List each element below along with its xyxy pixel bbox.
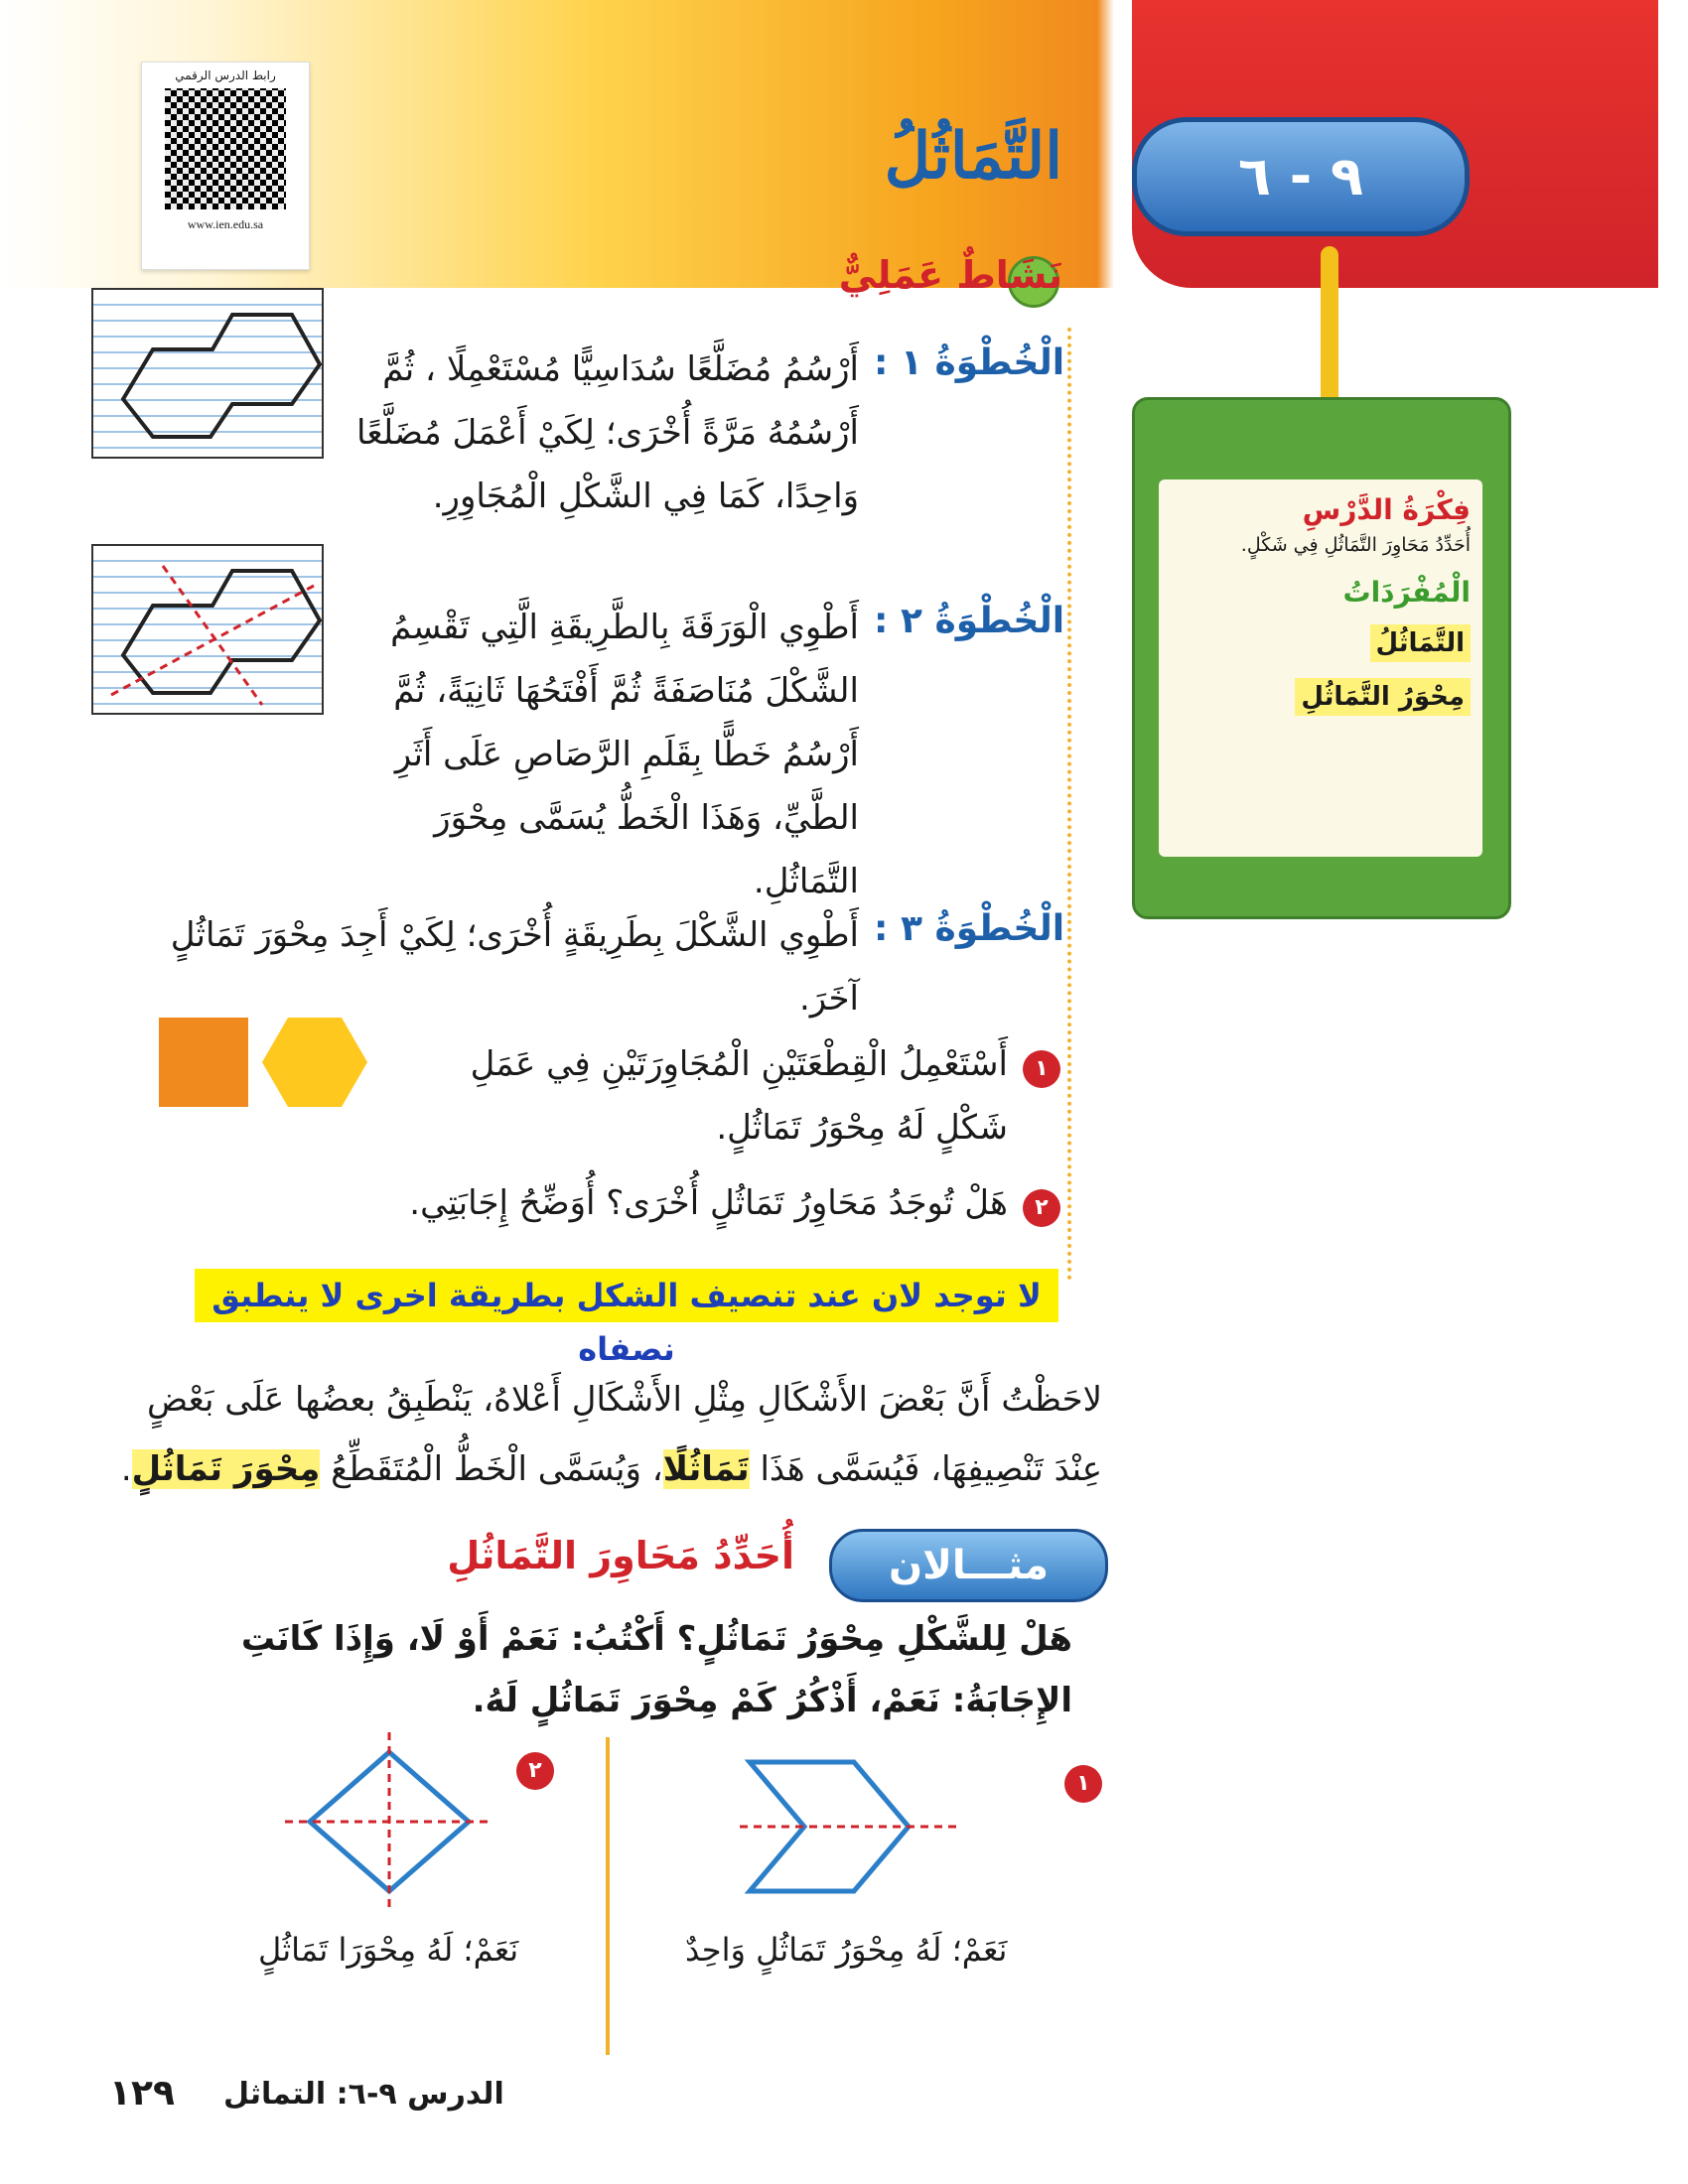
double-hexagon-figure [93,290,322,457]
hexagon-piece-icon [260,1013,369,1112]
examples-pill: مثـــالان [829,1529,1108,1602]
paragraph-part: لاحَظْتُ أَنَّ بَعْضَ الأَشْكَالِ مِثْلِ الأَشْكَالِ أَعْلاهُ، يَنْطَبِقُ بعضُها عَلَى بَعْضٍ عِنْدَ تَنْصِيفِهَا، فَيُسَمَّى هَذَا [146,1380,1102,1489]
idea-box [1159,479,1482,857]
vocab-term: مِحْوَرُ التَّمَاثُلِ [1295,678,1471,716]
qr-code-icon[interactable] [165,88,286,209]
step-1-label: الْخُطْوَةُ ١ : [874,342,1065,383]
examples-divider [606,1737,610,2055]
footer-lesson-ref: الدرس ٩-٦: التماثل [223,2077,504,2112]
step-3-text: أَطْوِي الشَّكْلَ بِطَرِيقَةٍ أُخْرَى؛ لِكَيْ أَجِدَ مِحْوَرَ تَمَاثُلٍ آخَرَ. [170,915,859,1019]
vocab-title: الْمُفْرَدَاتُ [1342,576,1471,609]
chevron-shape [735,1752,963,1901]
step-2-text: أَطْوِي الْوَرَقَةَ بِالطَّرِيقَةِ الَّتِي تَقْسِمُ الشَّكْلَ مُنَاصَفَةً ثُمَّ أَفْتَحُهَا ثَانِيَةً، ثُمَّ أَرْسُمُ خَطًّا بِقَلَمِ الرَّصَاصِ عَلَى أَثَرِ الطَّيِّ، وَهَذَا الْخَطُّ يُسَمَّى مِحْوَرَ التَّمَاثُلِ. [390,608,859,901]
question-1-text: أَسْتَعْمِلُ الْقِطْعَتَيْنِ الْمُجَاوِرَتَيْنِ فِي عَمَلِ شَكْلٍ لَهُ مِحْوَرُ تَمَاثُلٍ. [470,1044,1008,1148]
step-2-label: الْخُطْوَةُ ٢ : [874,601,1065,641]
step-1-figure [91,288,324,459]
paragraph-part: ، وَيُسَمَّى الْخَطُّ الْمُتَقَطِّعُ [320,1449,663,1489]
vocab-term: التَّمَاثُلُ [1370,624,1471,662]
example-2-badge: ٢ [516,1752,554,1790]
square-piece-icon [159,1018,248,1107]
lesson-number: ٩ - ٦ [1132,117,1470,236]
activity-heading: نَشَاطٌ عَمَلِيٌّ [838,253,1062,297]
example-2-answer: نَعَمْ؛ لَهُ مِحْوَرَا تَمَاثُلٍ [258,1931,519,1969]
folded-hexagon-figure [93,546,322,713]
page-title: التَّمَاثُلُ [884,119,1062,194]
dotted-divider [1067,328,1071,1281]
examples-title: أُحَدِّدُ مَحَاوِرَ التَّمَاثُلِ [447,1534,794,1577]
step-1-text: أَرْسُمُ مُضَلَّعًا سُدَاسِيًّا مُسْتَعْمِلًا ، ثُمَّ أَرْسُمُهُ مَرَّةً أُخْرَى؛ لِكَيْ أَعْمَلَ مُضَلَّعًا وَاحِدًا، كَمَا فِي الشَّكْلِ الْمُجَاوِرِ. [355,349,859,516]
lesson-idea-card [1132,397,1511,919]
question-2-text: هَلْ تُوجَدُ مَحَاوِرُ تَمَاثُلٍ أُخْرَى؟ أُوَضِّحُ إِجَابَتِي. [409,1183,1008,1223]
qr-caption: رابط الدرس الرقمي [175,68,276,82]
paragraph-part: . [120,1449,132,1489]
idea-title: فِكْرَةُ الدَّرْسِ [1302,493,1471,526]
page-number: ١٢٩ [109,2073,175,2114]
term-symmetry: تَمَاثُلًا [662,1449,750,1489]
term-axis: مِحْوَرَ تَمَاثُلٍ [131,1449,321,1489]
example-1-answer: نَعَمْ؛ لَهُ مِحْوَرُ تَمَاثُلٍ وَاحِدٌ [685,1931,1008,1969]
question-2-badge: ٢ [1023,1189,1060,1227]
answer-text[interactable]: لا توجد لان عند تنصيف الشكل بطريقة اخرى لا ينطبق نصفاه [195,1269,1058,1322]
example-1-badge: ١ [1064,1765,1102,1803]
rhombus-shape [280,1727,498,1916]
examples-question: هَلْ لِلشَّكْلِ مِحْوَرُ تَمَاثُلٍ؟ أَكْتُبُ: نَعَمْ أَوْ لَا، وَإِذَا كَانَتِ الإِجَابَةُ: نَعَمْ، أَذْكُرُ كَمْ مِحْوَرَ تَمَاثُلٍ لَهُ. [240,1619,1072,1720]
step-2-figure [91,544,324,715]
qr-card[interactable] [141,62,310,270]
definition-paragraph [109,1365,1102,1504]
question-1-badge: ١ [1023,1050,1060,1088]
idea-text: أُحَدِّدُ مَحَاوِرَ التَّمَاثُلِ فِي شَكْلٍ. [1240,534,1471,556]
qr-url[interactable]: www.ien.edu.sa [187,217,264,231]
step-3-label: الْخُطْوَةُ ٣ : [874,908,1065,949]
